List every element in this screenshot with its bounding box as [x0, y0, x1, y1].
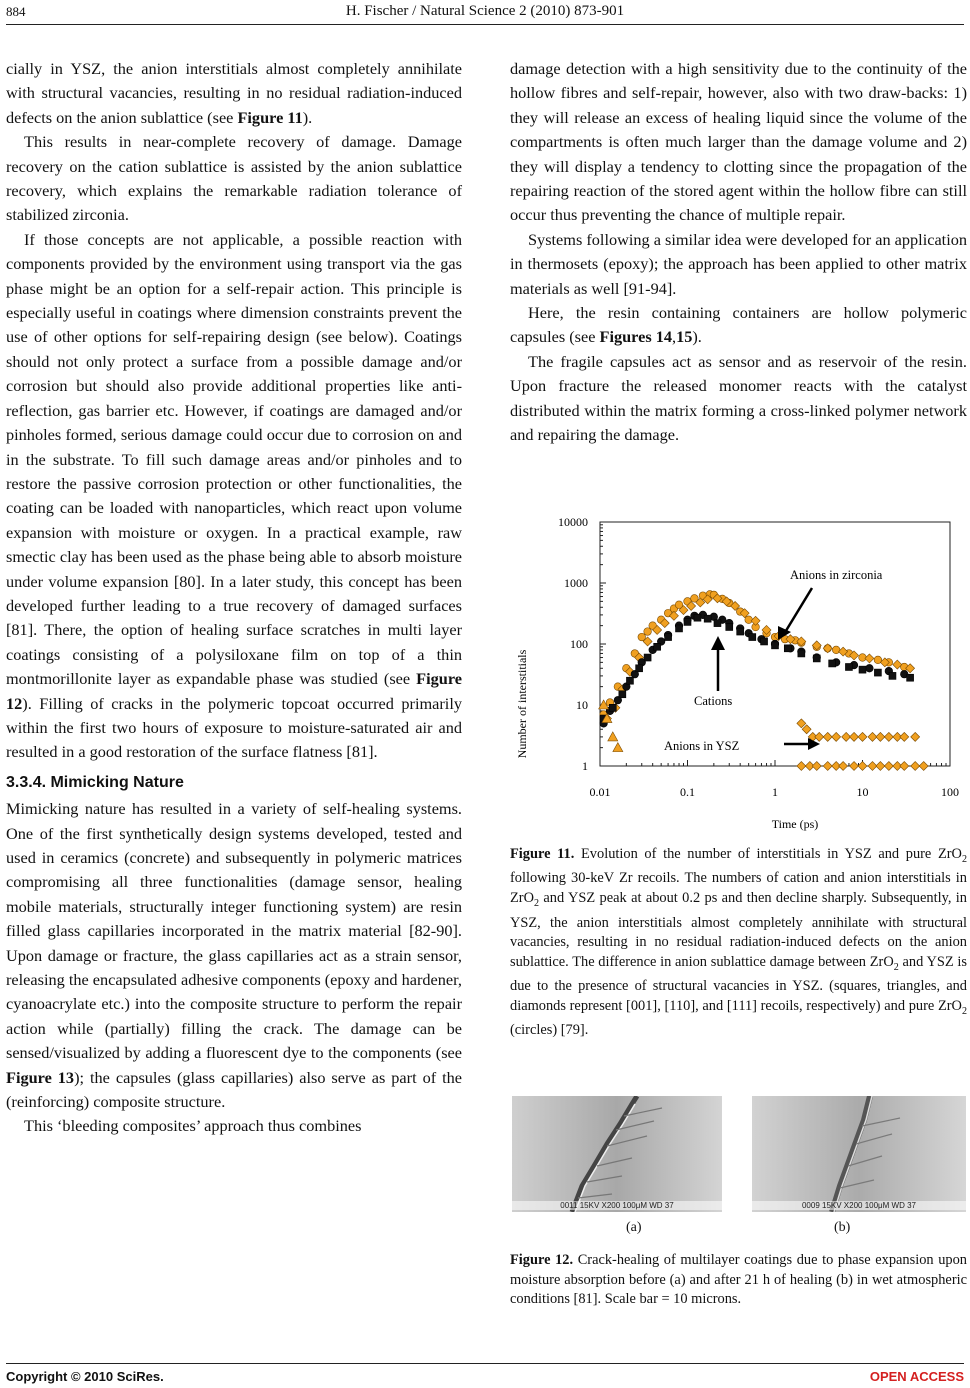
crack-image-b — [752, 1096, 966, 1212]
caption-text: Evolution of the number of interstitials in YSZ and pure ZrO$_2$ following 30-keV Zr recoils. The numbers of cation and anion interstitials in ZrO$_2$ and YSZ peak at about 0.2 ps and then decline sharply. Subsequently, in YSZ, the anion interstitials almost completely annihilate with structural vacancies, resulting in no residual radiation-induced defects on the anion sublattice. The difference in anion sublattice damage between ZrO$_2$ and YSZ is due to the presence of structural vacancies in YSZ. (squares, triangles, and diamonds represent [001], [110], and [111] recoils, respectively) and pure ZrO$_2$ (circles) [79]. — [510, 846, 967, 1039]
paragraph: If those concepts are not applicable, a possible reaction with components provided by the environment using transport via the gas phase might be an option for a self-repair action. This principle is especially useful in coatings where dimension constraints prevent the use of other options for self-repairing design (see below). Coatings should not only protect a surface from a possible damage and/or corrosion but should also provide additional properties like anti-reflection, gas barrier etc. However, if coatings are damaged and/or pinholes formed, serious damage could occur due to corrosion on and in the substrate. To fill such damage areas and/or pinholes and to restore the passive corrosion protection or other functionalities, the coating can be loaded with nanoparticles, which react upon volume expansion with moisture or oxygen. In a practical example, raw smectic clay has been used as the phase being able to absorb moisture under volume expansion [80]. In a later study, this concept has been developed further leading to a true recovery of damaged surfaces [81]. There, the option of healing surface scratches in multi layer coatings consisting of a polysiloxane film on top of a thin montmorillonite layer as expandable phase was studied (see Figure 12). Filling of cracks in the polymeric topcoat occurred primarily within the first two hours of exposure to moisture-saturated air and resulted in a good restoration of the surface flatness [81]. — [6, 229, 462, 762]
data-point-circle — [832, 646, 840, 654]
running-title: H. Fischer / Natural Science 2 (2010) 873-901 — [345, 3, 625, 19]
page-header — [0, 0, 970, 22]
caption-label: Figure 11. — [510, 846, 575, 862]
figure-reference[interactable]: Figure 13 — [6, 1067, 75, 1087]
data-point-diamond — [832, 732, 841, 741]
data-point-square — [737, 628, 744, 635]
micrograph-info: 0009 15KV X200 100μM WD 37 — [752, 1201, 966, 1210]
data-point-square — [889, 672, 896, 679]
data-point-square — [665, 634, 672, 641]
data-point-triangle — [608, 732, 618, 741]
micrograph-info: 0011 15KV X200 100μM WD 37 — [512, 1201, 722, 1210]
subfigure-label-a: (a) — [626, 1220, 642, 1235]
caption-text: Crack-healing of multilayer coatings due to phase expansion upon moisture absorption before (a) and after 21 h of healing (b) in wet atmospheric conditions [81]. Scale bar = 10 microns. — [510, 1252, 967, 1308]
data-point-diamond — [911, 762, 920, 771]
y-tick-label: 10 — [576, 698, 588, 712]
paragraph: Mimicking nature has resulted in a variety of self-healing systems. One of the first synthetically design systems developed, tested and used in ceramics (concrete) and subsequently in polymeric matrices compromising all three functionalities (damage sensor, healing mobile materials, structurally integer functioning system) are resin filled glass capillaries incorporated in the matrix material [82-90]. Upon damage or fracture, the glass capillaries act as a strain sensor, releasing the encapsulated adhesive components (epoxy and hardener, cyanoacrylate etc.) into the composite structure to perform the repair action while (partially) filling the crack. The damage can be sensed/visualized by adding a fluorescent dye to the components (see Figure 13); the capsules (glass capillaries) also serve as part of the (reinforcing) composite structure. — [6, 799, 462, 1112]
paragraph: This results in near-complete recovery of damage. Damage recovery on the cation sublattice is assisted by the anion sublattice recovery, which explains the remarkable radiation tolerance of stabilized zirconia. — [6, 132, 462, 225]
paragraph: damage detection with a high sensitivity due to the continuity of the hollow fibres and self-repair, however, also with two draw-backs: 1) they will release an excess of healing liquid since the volume of the compartments is often much larger than the damage volume and 2) they will display a tendency to clotting since the propagation of the repairing reaction of the stored agent within the hollow fibre can still occur thus preventing the chance of multiple repair. — [510, 59, 967, 225]
data-point-diamond — [911, 732, 920, 741]
annotation-label: Anions in zirconia — [790, 568, 883, 582]
paragraph: Systems following a similar idea were developed for an application in thermosets (epoxy); the approach has been applied to other matrix materials as well [91-94]. — [510, 229, 968, 298]
data-point-square — [654, 643, 661, 650]
data-point-square — [907, 674, 914, 681]
data-point-diamond — [900, 732, 909, 741]
data-point-diamond — [850, 732, 859, 741]
caption-label: Figure 12. — [510, 1252, 574, 1268]
footer-copyright: Copyright © 2010 SciRes. — [6, 1369, 164, 1384]
data-point-diamond — [751, 616, 760, 625]
figure-reference[interactable]: Figures 14 — [599, 327, 673, 347]
data-point-diamond — [858, 732, 867, 741]
y-axis-label: Number of interstitials — [515, 649, 529, 759]
data-point-square — [636, 665, 643, 672]
data-point-circle — [866, 664, 874, 672]
figure-reference[interactable]: Figure 11 — [237, 107, 303, 127]
data-point-circle — [745, 616, 753, 624]
paragraph: This ‘bleeding composites’ approach thus combines — [24, 1116, 362, 1136]
header-rule — [6, 24, 964, 25]
y-tick-label: 100 — [570, 637, 588, 651]
x-tick-label: 10 — [856, 785, 869, 799]
data-point-diamond — [823, 644, 832, 653]
micrograph-before — [512, 1096, 722, 1212]
x-tick-label: 100 — [941, 785, 959, 799]
data-point-square — [845, 663, 852, 670]
data-point-diamond — [884, 732, 893, 741]
figure-12-caption — [510, 1251, 967, 1310]
data-point-diamond — [876, 762, 885, 771]
x-tick-label: 0.1 — [680, 785, 695, 799]
figure-11 — [512, 508, 967, 838]
data-point-square — [619, 691, 626, 698]
data-point-diamond — [919, 762, 928, 771]
data-point-diamond — [823, 762, 832, 771]
data-point-triangle — [613, 743, 623, 752]
figure-11-caption — [510, 845, 967, 1041]
data-point-square — [609, 704, 616, 711]
annotation-label: Anions in YSZ — [664, 739, 740, 753]
data-point-square — [684, 618, 691, 625]
data-point-diamond — [858, 762, 867, 771]
data-point-diamond — [815, 732, 824, 741]
paragraph: The fragile capsules act as sensor and as reservoir of the resin. Upon fracture the released monomer reacts with the catalyst distributed within the matrix forming a cross-linked polymer network and repairing the damage. — [510, 351, 967, 445]
data-point-diamond — [797, 762, 806, 771]
y-tick-label: 1000 — [564, 576, 588, 590]
data-point-square — [714, 620, 721, 627]
data-point-square — [694, 614, 701, 621]
data-point-circle — [859, 654, 867, 662]
subfigure-label-b: (b) — [834, 1220, 851, 1235]
micrograph-after — [752, 1096, 966, 1212]
page-number: 884 — [6, 4, 26, 19]
data-point-diamond — [850, 762, 859, 771]
data-point-square — [859, 666, 866, 673]
x-axis-label: Time (ps) — [771, 817, 819, 831]
data-point-square — [813, 655, 820, 662]
figure-reference[interactable]: 15 — [676, 327, 693, 347]
data-point-diamond — [812, 762, 821, 771]
data-point-square — [829, 660, 836, 667]
data-point-diamond — [823, 732, 832, 741]
annotation-arrow — [784, 588, 812, 634]
data-point-diamond — [839, 762, 848, 771]
data-point-square — [726, 623, 733, 630]
data-point-diamond — [865, 654, 874, 663]
data-point-circle — [638, 633, 646, 641]
data-point-square — [704, 615, 711, 622]
data-point-square — [644, 654, 651, 661]
data-point-square — [761, 638, 768, 645]
section-heading: 3.3.4. Mimicking Nature — [6, 773, 184, 791]
crack-image-a — [512, 1096, 722, 1212]
annotation-label: Cations — [694, 694, 733, 708]
footer-open-access: OPEN ACCESS — [869, 1369, 964, 1384]
y-tick-label: 1 — [582, 759, 588, 773]
paragraph: cially in YSZ, the anion interstitials almost completely annihilate with structural vacancies, resulting in no residual radiation-induced defects on the anion sublattice (see Figure 11). — [6, 59, 462, 127]
x-tick-label: 1 — [772, 785, 778, 799]
data-point-square — [798, 650, 805, 657]
data-point-square — [784, 645, 791, 652]
figure-reference[interactable]: Figure 12 — [6, 669, 462, 713]
data-point-square — [626, 677, 633, 684]
annotation-arrowhead — [711, 636, 725, 650]
data-point-square — [874, 669, 881, 676]
y-tick-label: 10000 — [558, 515, 588, 529]
data-point-diamond — [876, 732, 885, 741]
paragraph: Here, the resin containing containers are hollow polymeric capsules (see Figures 14,15). — [510, 303, 967, 347]
data-point-diamond — [884, 762, 893, 771]
footer-rule — [6, 1363, 964, 1364]
data-point-square — [772, 642, 779, 649]
interstitials-chart — [512, 508, 967, 838]
x-tick-label: 0.01 — [589, 785, 611, 799]
right-column — [510, 57, 967, 448]
left-column — [6, 57, 462, 1139]
data-point-square — [749, 634, 756, 641]
data-point-square — [676, 625, 683, 632]
data-point-diamond — [900, 762, 909, 771]
